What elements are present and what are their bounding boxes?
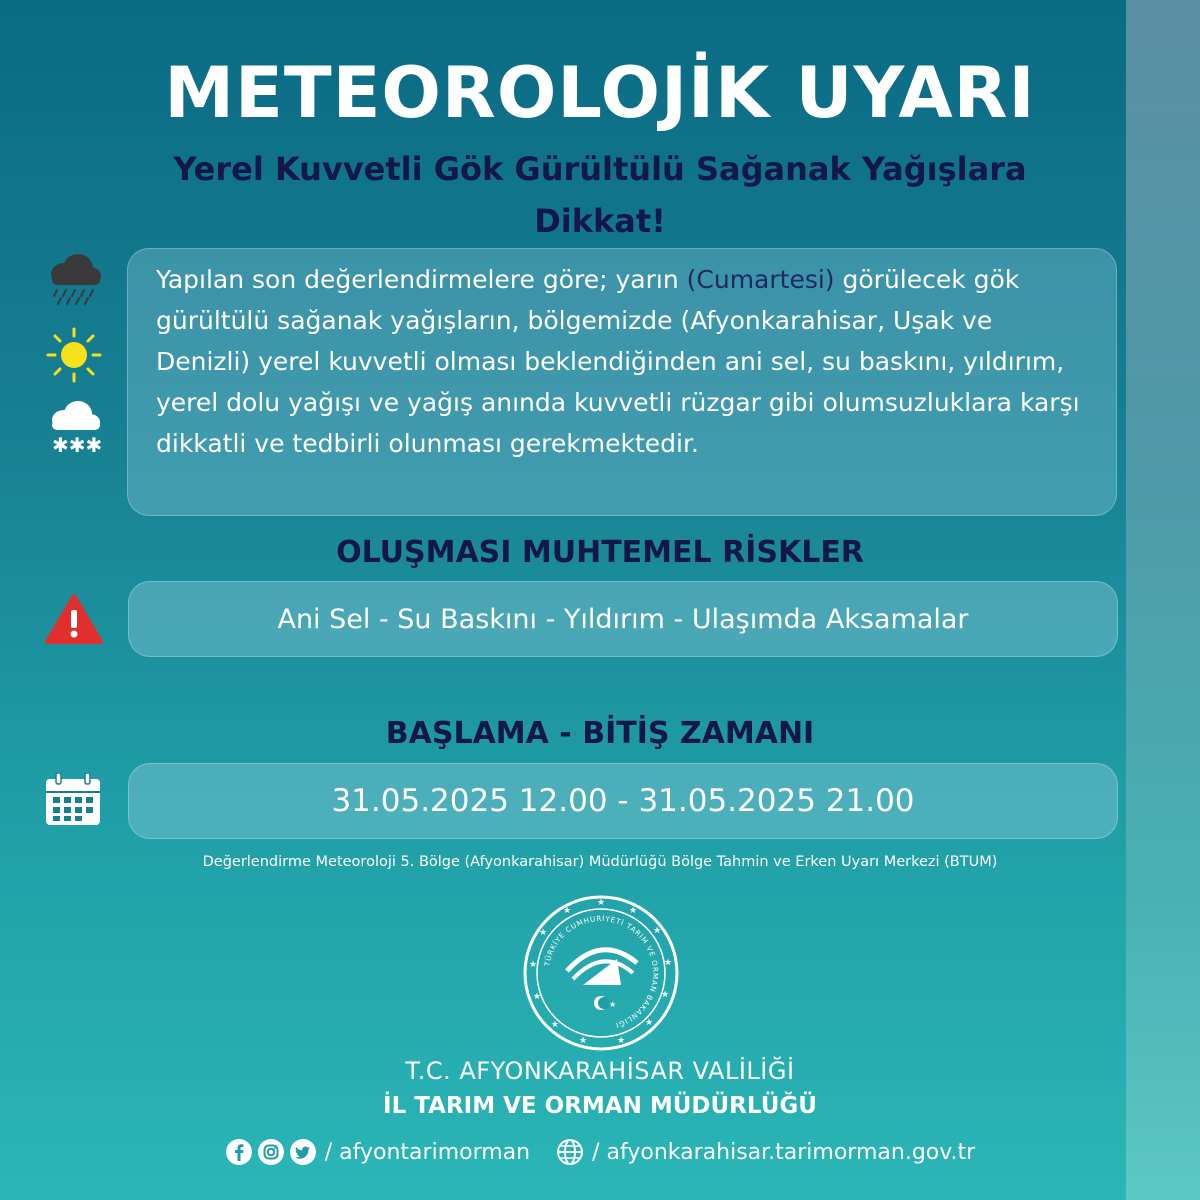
facebook-icon[interactable] [225, 1138, 253, 1166]
timing-box [128, 763, 1118, 839]
website-link[interactable]: / afyonkarahisar.tarimorman.gov.tr [592, 1139, 976, 1165]
description-text-1: Yapılan son değerlendirmelere göre; yarın [156, 265, 687, 294]
risks-box [128, 581, 1118, 657]
decorative-side-strip [1126, 0, 1200, 1200]
svg-text:★: ★ [579, 1036, 588, 1046]
svg-text:★: ★ [563, 906, 572, 916]
svg-text:★: ★ [629, 906, 638, 916]
warning-icon [44, 593, 104, 645]
ministry-seal-logo [521, 893, 681, 1053]
timing-text: 31.05.2025 12.00 - 31.05.2025 21.00 [331, 783, 915, 819]
source-credit: Değerlendirme Meteoroloji 5. Bölge (Afyonkarahisar) Müdürlüğü Bölge Tahmin ve Erken Uyarı Merkezi (BTUM) [202, 854, 998, 870]
subtitle-line-1: Yerel Kuvvetli Gök Gürültülü Sağanak Yağışlara [173, 150, 1027, 188]
description-text-2: görülecek gök gürültülü sağanak yağışların, bölgemizde (Afyonkarahisar, Uşak ve Denizli) yerel kuvvetli olması beklendiğinden ani sel, su baskını, yıldırım, yerel dolu yağışı ve yağış anında kuvvetli rüzgar gibi olumsuzluklara karşı dikkatli ve tedbirli olunması gerekmektedir. [156, 265, 1080, 458]
description-box [127, 248, 1117, 516]
snow-cloud-icon [44, 398, 104, 458]
risks-text: Ani Sel - Su Baskını - Yıldırım - Ulaşımda Aksamalar [277, 603, 969, 635]
svg-text:★: ★ [533, 992, 542, 1002]
svg-text:★: ★ [664, 958, 673, 968]
page-title: METEOROLOJİK UYARI [164, 52, 1036, 134]
twitter-icon[interactable] [289, 1138, 317, 1166]
warning-subtitle [100, 143, 1100, 247]
timing-title: BAŞLAMA - BİTİŞ ZAMANI [385, 716, 815, 751]
svg-text:★: ★ [539, 928, 548, 938]
social-icons [225, 1138, 317, 1166]
rain-cloud-icon [44, 250, 104, 306]
sun-icon [44, 325, 104, 385]
subtitle-line-2: Dikkat! [534, 202, 666, 240]
calendar-icon [44, 773, 102, 827]
svg-text:✱✱✱: ✱✱✱ [52, 433, 103, 457]
svg-text:★: ★ [653, 926, 662, 936]
svg-text:★: ★ [551, 1020, 560, 1030]
svg-text:★: ★ [529, 960, 538, 970]
governorship-name: T.C. AFYONKARAHİSAR VALİLİĞİ [405, 1057, 795, 1085]
social-handle[interactable]: / afyontarimorman [324, 1139, 531, 1165]
svg-text:TÜRKİYE CUMHURİYETİ TARIM VE O: TÜRKİYE CUMHURİYETİ TARIM VE ORMAN BAKANLIĞI [542, 913, 661, 1030]
svg-text:★: ★ [597, 898, 606, 908]
svg-text:★: ★ [645, 1018, 654, 1028]
risks-title: OLUŞMASI MUHTEMEL RİSKLER [336, 535, 864, 570]
directorate-name: İL TARIM VE ORMAN MÜDÜRLÜĞÜ [383, 1093, 817, 1119]
footer-contact [0, 1138, 1200, 1166]
globe-icon [556, 1138, 584, 1166]
description-day-highlight: (Cumartesi) [686, 265, 835, 294]
instagram-icon[interactable] [257, 1138, 285, 1166]
svg-text:★: ★ [609, 1000, 617, 1009]
svg-text:★: ★ [661, 990, 670, 1000]
svg-text:★: ★ [617, 1036, 626, 1046]
